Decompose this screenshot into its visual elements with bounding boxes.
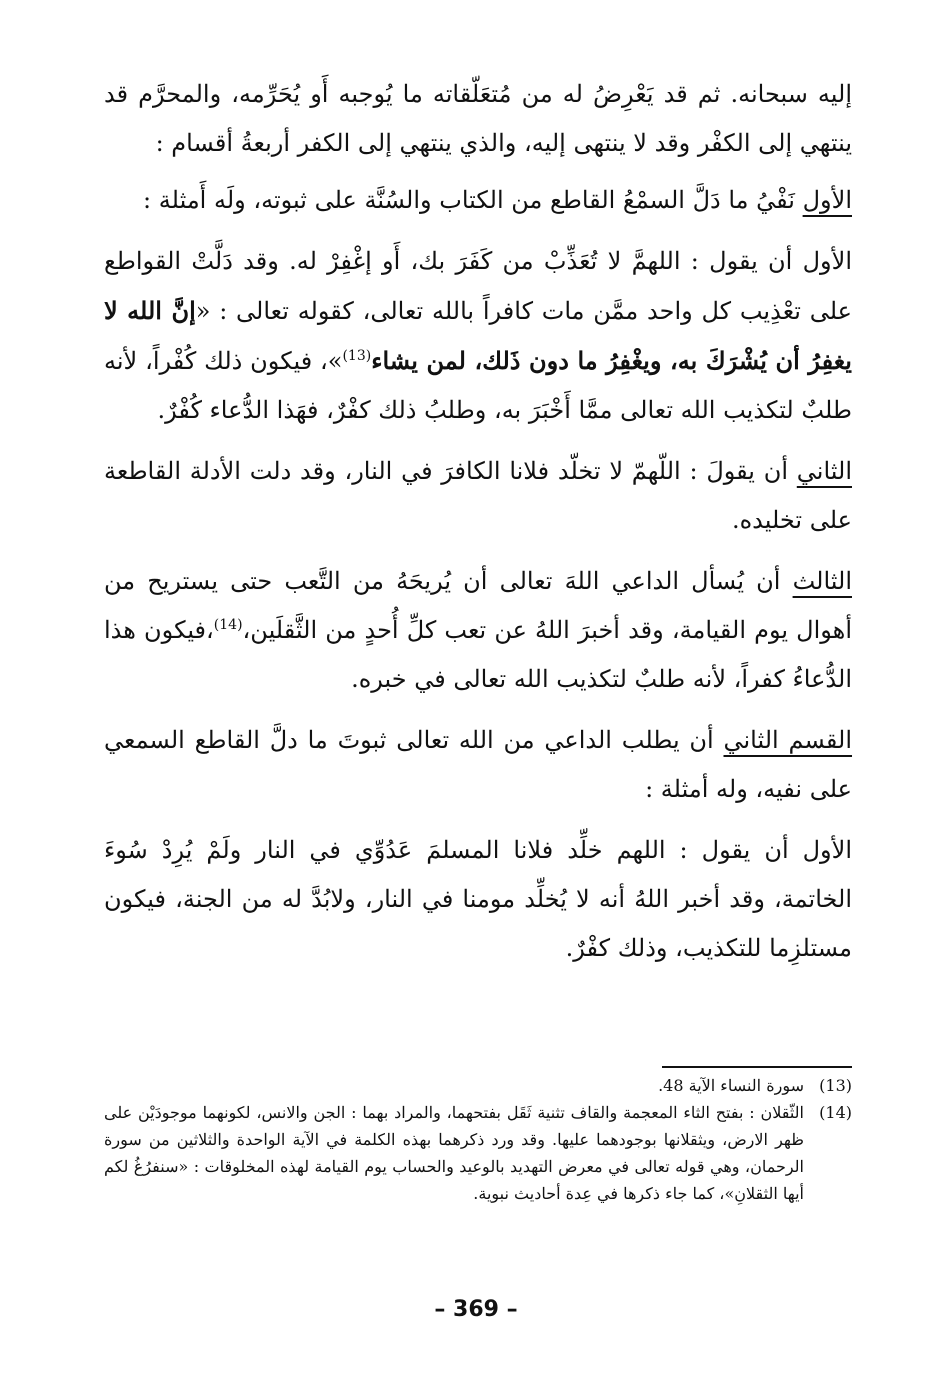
paragraph-text-after: »، فيكون ذلك كُفْراً، لأنه طلبٌ لتكذيب الله تعالى ممَّا أَخْبَرَ به، وطلبُ ذلك كفْرٌ، فهَذا الدُّعاء كُفْرٌ. [104,347,852,424]
paragraph-text: إليه سبحانه. ثم قد يَعْرِضُ له من مُتعَلّقاته ما يُوجبه أَو يُحَرِّمه، والمحرَّم قد ينتهي إلى الكفْر وقد لا ينتهى إليه، والذي ينتهي إلى الكفر أربعةُ أقسام : [104,80,853,157]
footnote-14 [104,1099,852,1207]
section-heading-second: الثاني [796,457,852,485]
intro-paragraph [104,70,852,168]
body-text [104,70,852,985]
paragraph-text: الأول أن يقول : اللهم خلِّد فلانا المسلمَ عَدُوِّي في النار ولَمْ يُرِدْ سُوءَ الخاتمة، وقد أخبر اللهُ أنه لا يُخلِّد مومنا في النار، ولابُدَّ له من الجنة، فيكون مستلزِما للتكذيب، وذلك كفْرٌ. [104,836,852,962]
paragraph-text: أن يقولَ : اللّهمّ لا تخلّد فلانا الكافرَ في النار، وقد دلت الأدلة القاطعة على تخليده. [104,457,852,534]
footnote-divider [662,1066,852,1068]
footnote-number: (14) [819,1103,852,1122]
paragraph-text-before: الأول أن يقول : اللهمَّ لا تُعَذِّبْ من كَفَرَ بك، أَو إغْفِرْ له. وقد دَلَّتْ القواطع على تعْذِيب كل واحد ممَّن مات كافراً بالله تعالى، كقوله تعالى : « [104,247,852,325]
paragraph-text: نَفْيُ ما دَلَّ السمْعُ القاطع من الكتاب والسُنَّة على ثبوته، ولَه أَمثلة : [143,186,803,214]
example-three-paragraph [104,557,852,704]
footnote-ref-13[interactable]: (13) [342,348,372,364]
paragraph-text-before: أن يُسأل الداعي اللهَ تعالى أن يُريحَهُ من التَّعب حتى يستريح من أهوال يوم القيامة، وقد أخبرَ اللهُ عن تعب كلِّ أُحدٍ من الثَّقلَين، [104,567,852,644]
second-category-example-one [104,826,852,973]
paragraph-text-after: ،فيكون هذا الدُّعاءُ كفراً، لأنه طلبٌ لتكذيب الله تعالى في خبره. [104,616,852,693]
paragraph-text: أن يطلب الداعي من الله تعالى ثبوتَ ما دلَّ القاطع السمعي على نفيه، وله أمثلة : [104,726,852,803]
section-heading-first: الأول [802,186,852,214]
first-section-paragraph [104,176,852,225]
section-heading-third: الثالث [792,567,852,595]
footnote-text: الثّقلان : بفتح الثاء المعجمة والقاف تثنية ثَقَل بفتحهما، والمراد بهما : الجن والانس، لكونهما موجودَيْن على ظهر الارض، ويثقلانها بوجودهما عليها. وقد ورد ذكرهما بهذه الكلمة في الآية الواحدة والثلاثين من سورة الرحمان، وهي قوله تعالى في معرض التهديد بالوعيد والحساب يوم القيامة لهذه المخلوقات : «سنفرُغُ لكم أيها الثقلانِ»، كما جاء ذكرها في عِدة أحاديث نبوية. [104,1103,805,1203]
footnote-text: سورة النساء الآية 48. [658,1076,804,1095]
footnotes [104,1072,852,1207]
page-number: – 369 – [434,1297,518,1322]
footnote-ref-14[interactable]: (14) [213,617,243,633]
footnote-number: (13) [819,1076,852,1095]
second-category-paragraph [104,716,852,814]
footnote-13 [104,1072,852,1099]
quran-quote: إنَّ الله لا يغفِرُ أن يُشْرَكَ به، ويغْفِرُ ما دون ذَلك، لمن يشاء [104,296,852,375]
section-heading-second-category: القسم الثاني [723,726,853,754]
example-two-paragraph [104,447,852,545]
example-one-paragraph [104,237,852,435]
